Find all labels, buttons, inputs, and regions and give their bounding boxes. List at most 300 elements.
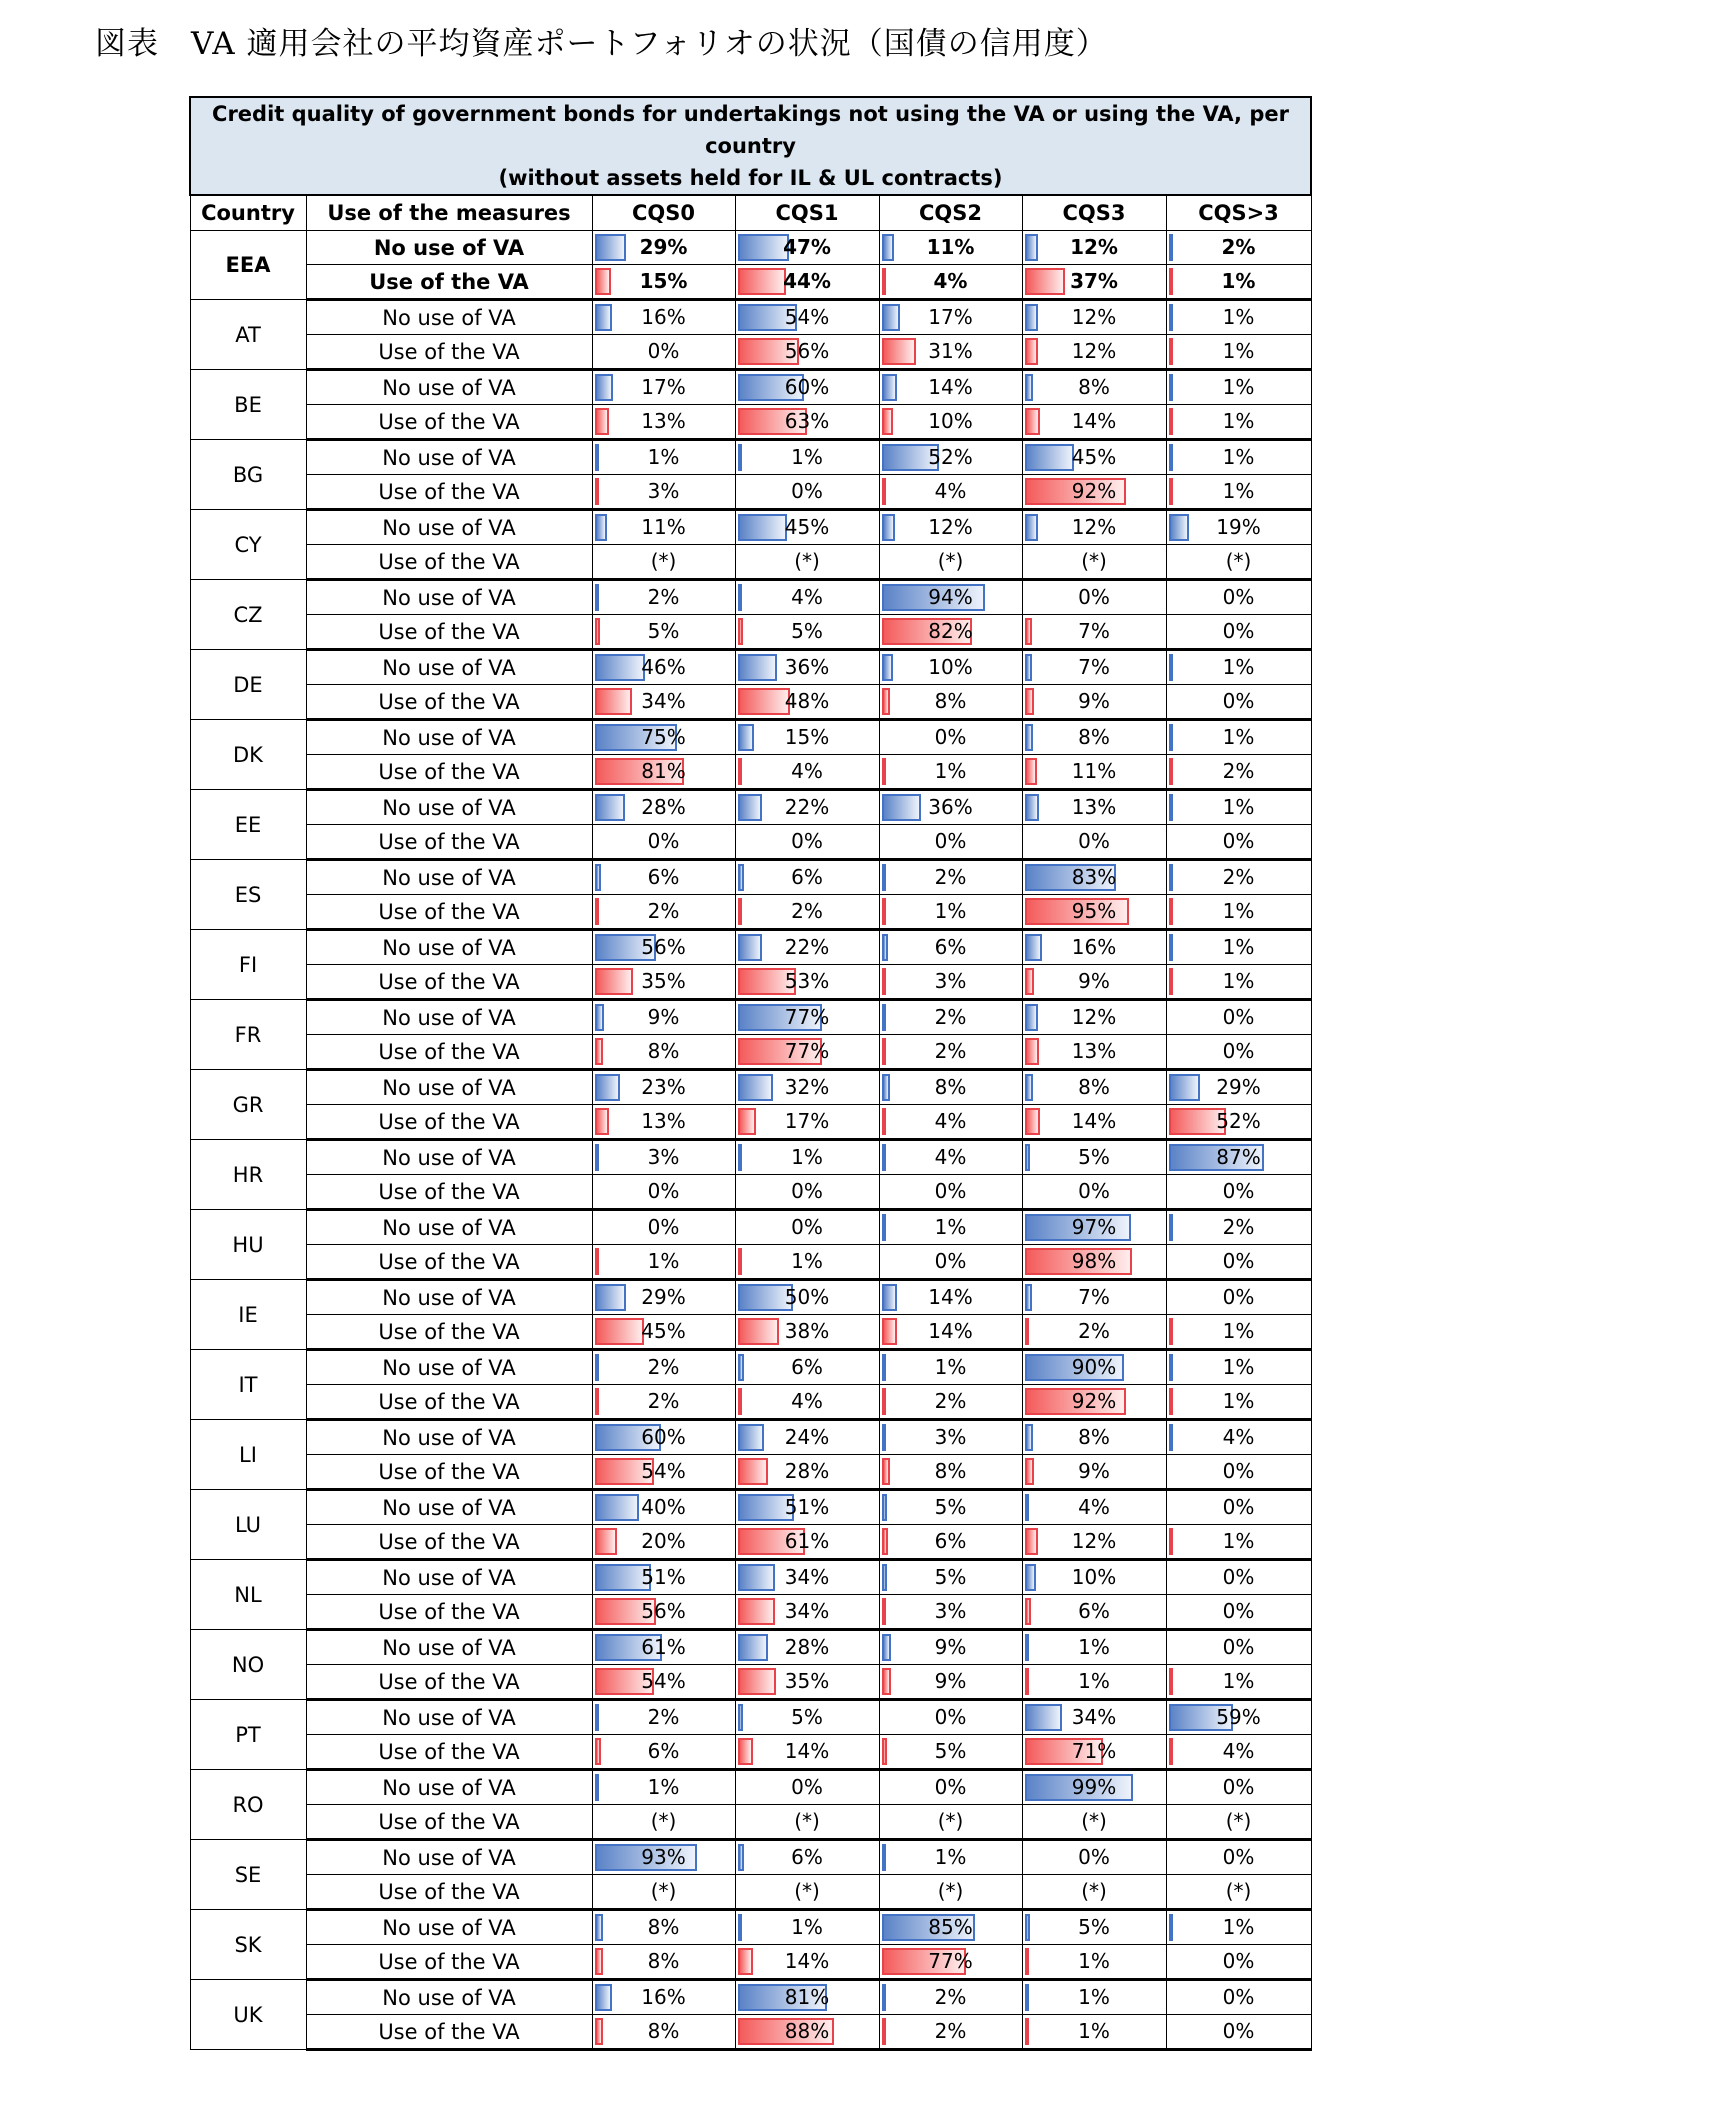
table-row xyxy=(190,335,1311,370)
value-label: 2% xyxy=(647,585,680,609)
value-cell xyxy=(592,930,735,965)
value-label: 37% xyxy=(1070,269,1118,293)
value-label: 2% xyxy=(647,1389,680,1413)
value-label: 77% xyxy=(928,1949,973,1973)
value-cell xyxy=(592,1315,735,1350)
value-label: 0% xyxy=(1222,1179,1255,1203)
value-cell xyxy=(1166,300,1311,335)
value-label: 44% xyxy=(783,269,831,293)
value-cell xyxy=(1166,895,1311,930)
value-cell xyxy=(879,1490,1022,1525)
table-row xyxy=(190,370,1311,405)
country-cell: GR xyxy=(190,1070,306,1140)
value-cell xyxy=(1166,1875,1311,1910)
value-label: 11% xyxy=(641,515,686,539)
value-cell xyxy=(1166,825,1311,860)
value-cell xyxy=(1022,475,1166,510)
caption-line-2: (without assets held for IL & UL contracts) xyxy=(498,166,1003,190)
value-cell xyxy=(1022,580,1166,615)
value-label: 29% xyxy=(641,1285,686,1309)
value-cell xyxy=(879,930,1022,965)
value-label: 1% xyxy=(1222,1915,1255,1939)
table-row xyxy=(190,1840,1311,1875)
table-caption xyxy=(190,97,1311,195)
value-cell xyxy=(1022,1910,1166,1945)
measure-cell: Use of the VA xyxy=(306,1035,592,1070)
value-label: (*) xyxy=(1225,1809,1252,1833)
value-cell xyxy=(1022,1385,1166,1420)
table-row xyxy=(190,1595,1311,1630)
value-label: 14% xyxy=(928,375,973,399)
value-label: 47% xyxy=(783,235,831,259)
value-cell xyxy=(1022,510,1166,545)
value-label: 10% xyxy=(928,409,973,433)
value-cell xyxy=(1166,1525,1311,1560)
value-label: 1% xyxy=(1222,1319,1255,1343)
value-cell xyxy=(1022,1945,1166,1980)
value-cell xyxy=(879,615,1022,650)
value-label: (*) xyxy=(650,1879,677,1903)
table-row xyxy=(190,1490,1311,1525)
table-row xyxy=(190,1315,1311,1350)
header-measures: Use of the measures xyxy=(306,195,592,231)
value-cell xyxy=(592,895,735,930)
table-row xyxy=(190,1070,1311,1105)
value-cell xyxy=(1022,1245,1166,1280)
value-cell xyxy=(1166,1315,1311,1350)
table-row xyxy=(190,1700,1311,1735)
value-cell xyxy=(735,265,879,300)
value-label: 17% xyxy=(641,375,686,399)
value-cell xyxy=(1022,265,1166,300)
credit-quality-table xyxy=(189,96,1310,2051)
country-cell: BE xyxy=(190,370,306,440)
value-cell xyxy=(592,1735,735,1770)
table-row xyxy=(190,1280,1311,1315)
value-cell xyxy=(1166,1105,1311,1140)
value-label: 9% xyxy=(934,1635,967,1659)
measure-cell: No use of VA xyxy=(306,1910,592,1945)
value-cell xyxy=(1166,1665,1311,1700)
country-cell: LI xyxy=(190,1420,306,1490)
value-label: 9% xyxy=(647,1005,680,1029)
value-cell xyxy=(735,1910,879,1945)
value-cell xyxy=(1166,1770,1311,1805)
value-label: 51% xyxy=(641,1565,686,1589)
value-label: 36% xyxy=(928,795,973,819)
table-row xyxy=(190,300,1311,335)
value-label: 94% xyxy=(928,585,973,609)
value-label: 32% xyxy=(784,1075,830,1099)
value-label: 0% xyxy=(934,1179,967,1203)
value-cell xyxy=(592,580,735,615)
value-label: 7% xyxy=(1078,1285,1110,1309)
value-cell xyxy=(1166,790,1311,825)
country-cell: IE xyxy=(190,1280,306,1350)
value-label: 1% xyxy=(1222,1669,1255,1693)
measure-cell: Use of the VA xyxy=(306,335,592,370)
value-cell xyxy=(735,1105,879,1140)
value-cell xyxy=(592,1770,735,1805)
value-label: 5% xyxy=(791,1705,823,1729)
value-cell xyxy=(1166,1070,1311,1105)
value-label: 56% xyxy=(641,1599,686,1623)
value-cell xyxy=(592,1560,735,1595)
country-cell: RO xyxy=(190,1770,306,1840)
value-cell xyxy=(1166,1595,1311,1630)
value-label: (*) xyxy=(794,1809,820,1833)
value-cell xyxy=(1166,755,1311,790)
value-label: 4% xyxy=(1078,1495,1110,1519)
value-cell xyxy=(1166,685,1311,720)
value-cell xyxy=(735,1420,879,1455)
value-cell xyxy=(1022,1315,1166,1350)
value-cell xyxy=(1166,1910,1311,1945)
value-cell xyxy=(735,1070,879,1105)
value-label: 6% xyxy=(791,865,823,889)
value-label: 0% xyxy=(1222,1949,1255,1973)
value-label: 1% xyxy=(1078,1635,1110,1659)
value-label: 1% xyxy=(934,1845,967,1869)
value-cell xyxy=(879,1280,1022,1315)
value-cell xyxy=(735,1560,879,1595)
table-row xyxy=(190,930,1311,965)
value-cell xyxy=(879,1735,1022,1770)
value-cell xyxy=(1022,1595,1166,1630)
value-cell xyxy=(879,895,1022,930)
value-label: 0% xyxy=(1222,1285,1255,1309)
value-cell xyxy=(735,755,879,790)
table-body xyxy=(190,231,1311,2050)
country-cell: HR xyxy=(190,1140,306,1210)
value-cell xyxy=(592,755,735,790)
value-label: 3% xyxy=(934,1599,967,1623)
value-label: 0% xyxy=(791,1775,823,1799)
value-cell xyxy=(1022,1840,1166,1875)
value-label: 82% xyxy=(928,619,973,643)
value-cell xyxy=(1166,1700,1311,1735)
value-cell xyxy=(735,1245,879,1280)
value-cell xyxy=(1022,1140,1166,1175)
value-cell xyxy=(879,1420,1022,1455)
value-cell xyxy=(735,1980,879,2015)
value-label: 8% xyxy=(1078,375,1110,399)
value-label: 14% xyxy=(1071,1109,1117,1133)
value-label: 14% xyxy=(784,1739,830,1763)
value-cell xyxy=(735,825,879,860)
country-cell: PT xyxy=(190,1700,306,1770)
header-country: Country xyxy=(190,195,306,231)
value-label: 29% xyxy=(639,235,688,259)
value-label: 81% xyxy=(641,759,686,783)
value-cell xyxy=(879,755,1022,790)
value-label: (*) xyxy=(937,1879,964,1903)
value-label: 0% xyxy=(647,1179,680,1203)
value-cell xyxy=(1166,615,1311,650)
value-label: 5% xyxy=(934,1739,967,1763)
value-label: 15% xyxy=(784,725,830,749)
country-cell: SK xyxy=(190,1910,306,1980)
value-cell xyxy=(1166,475,1311,510)
value-cell xyxy=(879,1175,1022,1210)
value-cell xyxy=(1022,1980,1166,2015)
value-cell xyxy=(735,615,879,650)
value-label: (*) xyxy=(937,549,964,573)
country-cell: DE xyxy=(190,650,306,720)
value-cell xyxy=(879,650,1022,685)
value-label: 35% xyxy=(784,1669,830,1693)
value-label: 0% xyxy=(647,339,680,363)
table-row xyxy=(190,1630,1311,1665)
value-cell xyxy=(735,1875,879,1910)
value-label: 12% xyxy=(1071,305,1117,329)
header-cqs2: CQS2 xyxy=(879,195,1022,231)
value-label: 1% xyxy=(934,899,967,923)
value-cell xyxy=(592,825,735,860)
value-label: 1% xyxy=(1222,725,1255,749)
value-label: (*) xyxy=(1225,1879,1252,1903)
value-label: 51% xyxy=(784,1495,830,1519)
measure-cell: No use of VA xyxy=(306,1140,592,1175)
table-row xyxy=(190,1525,1311,1560)
value-cell xyxy=(735,300,879,335)
value-cell xyxy=(879,510,1022,545)
value-cell xyxy=(879,1035,1022,1070)
value-cell xyxy=(879,1210,1022,1245)
measure-cell: Use of the VA xyxy=(306,1945,592,1980)
value-label: 12% xyxy=(1070,235,1118,259)
value-cell xyxy=(1022,300,1166,335)
value-cell xyxy=(735,580,879,615)
value-label: 34% xyxy=(784,1565,830,1589)
value-label: 2% xyxy=(934,1389,967,1413)
value-label: 5% xyxy=(1078,1915,1110,1939)
value-cell xyxy=(735,1945,879,1980)
value-label: 1% xyxy=(1078,1949,1110,1973)
value-label: 12% xyxy=(1071,1005,1117,1029)
value-label: 4% xyxy=(934,479,967,503)
table-row xyxy=(190,825,1311,860)
value-cell xyxy=(879,1700,1022,1735)
value-cell xyxy=(735,1035,879,1070)
measure-cell: No use of VA xyxy=(306,580,592,615)
value-label: 2% xyxy=(934,2019,967,2043)
value-label: 87% xyxy=(1216,1145,1261,1169)
value-cell xyxy=(592,1105,735,1140)
value-label: 13% xyxy=(1071,795,1117,819)
value-label: 11% xyxy=(1071,759,1117,783)
value-label: 1% xyxy=(1222,409,1255,433)
value-label: 38% xyxy=(784,1319,830,1343)
value-label: 1% xyxy=(1222,795,1255,819)
measure-cell: No use of VA xyxy=(306,650,592,685)
value-label: 0% xyxy=(1222,1495,1255,1519)
value-label: 0% xyxy=(1222,1775,1255,1799)
value-label: (*) xyxy=(794,549,820,573)
value-cell xyxy=(1022,860,1166,895)
value-label: 6% xyxy=(1078,1599,1110,1623)
value-label: 19% xyxy=(1216,515,1261,539)
measure-cell: Use of the VA xyxy=(306,1105,592,1140)
value-cell xyxy=(1022,790,1166,825)
measure-cell: Use of the VA xyxy=(306,615,592,650)
value-label: 3% xyxy=(934,969,967,993)
value-label: 16% xyxy=(1071,935,1117,959)
value-cell xyxy=(1022,650,1166,685)
value-label: 5% xyxy=(791,619,823,643)
value-label: 4% xyxy=(1222,1425,1255,1449)
value-cell xyxy=(592,475,735,510)
value-cell xyxy=(879,1245,1022,1280)
country-cell: CY xyxy=(190,510,306,580)
value-cell xyxy=(735,231,879,265)
measure-cell: Use of the VA xyxy=(306,1665,592,1700)
value-label: 16% xyxy=(641,305,686,329)
value-cell xyxy=(879,685,1022,720)
value-cell xyxy=(879,825,1022,860)
value-cell xyxy=(879,1665,1022,1700)
value-cell xyxy=(592,860,735,895)
measure-cell: Use of the VA xyxy=(306,755,592,790)
country-cell: CZ xyxy=(190,580,306,650)
value-cell xyxy=(1022,1525,1166,1560)
table-row xyxy=(190,1805,1311,1840)
header-cqs3: CQS3 xyxy=(1022,195,1166,231)
value-cell xyxy=(735,510,879,545)
value-cell xyxy=(1022,685,1166,720)
value-cell xyxy=(1022,720,1166,755)
table-row xyxy=(190,1770,1311,1805)
country-cell: LU xyxy=(190,1490,306,1560)
value-label: 83% xyxy=(1071,865,1117,889)
value-cell xyxy=(1166,1945,1311,1980)
value-cell xyxy=(592,1070,735,1105)
value-label: 5% xyxy=(647,619,680,643)
value-cell xyxy=(879,1000,1022,1035)
value-cell xyxy=(735,720,879,755)
value-label: 60% xyxy=(784,375,830,399)
value-cell xyxy=(879,475,1022,510)
value-label: 48% xyxy=(784,689,830,713)
value-label: (*) xyxy=(1081,1879,1107,1903)
table-row xyxy=(190,1735,1311,1770)
value-cell xyxy=(735,1385,879,1420)
value-cell xyxy=(1022,231,1166,265)
value-cell xyxy=(1022,1210,1166,1245)
value-cell xyxy=(1022,1420,1166,1455)
value-cell xyxy=(735,440,879,475)
value-label: 81% xyxy=(784,1985,830,2009)
value-label: 1% xyxy=(1222,1355,1255,1379)
value-cell xyxy=(735,1140,879,1175)
value-label: 52% xyxy=(928,445,973,469)
value-cell xyxy=(879,2015,1022,2050)
table-row xyxy=(190,895,1311,930)
value-cell xyxy=(879,370,1022,405)
value-label: 1% xyxy=(1222,1389,1255,1413)
value-label: 1% xyxy=(1222,655,1255,679)
value-cell xyxy=(1166,1560,1311,1595)
value-cell xyxy=(1166,1140,1311,1175)
value-label: 0% xyxy=(791,479,823,503)
country-cell: SE xyxy=(190,1840,306,1910)
value-cell xyxy=(592,650,735,685)
value-label: (*) xyxy=(650,1809,677,1833)
value-label: 29% xyxy=(1216,1075,1261,1099)
measure-cell: No use of VA xyxy=(306,720,592,755)
value-cell xyxy=(592,615,735,650)
value-label: 0% xyxy=(1078,585,1110,609)
value-label: 8% xyxy=(647,2019,680,2043)
value-label: 22% xyxy=(784,935,830,959)
value-label: 10% xyxy=(928,655,973,679)
country-cell: NL xyxy=(190,1560,306,1630)
value-label: (*) xyxy=(937,1809,964,1833)
value-label: 1% xyxy=(647,1249,680,1273)
value-label: 9% xyxy=(1078,969,1110,993)
value-cell xyxy=(735,1805,879,1840)
value-cell xyxy=(1166,720,1311,755)
value-cell xyxy=(592,335,735,370)
table-row xyxy=(190,1105,1311,1140)
value-cell xyxy=(879,440,1022,475)
table-row xyxy=(190,510,1311,545)
value-cell xyxy=(592,1000,735,1035)
value-cell xyxy=(879,1630,1022,1665)
table-row xyxy=(190,545,1311,580)
value-cell xyxy=(592,1805,735,1840)
measure-cell: No use of VA xyxy=(306,1490,592,1525)
value-label: 0% xyxy=(1222,829,1255,853)
value-cell xyxy=(592,1455,735,1490)
table-row xyxy=(190,1980,1311,2015)
value-cell xyxy=(735,790,879,825)
value-cell xyxy=(1022,1455,1166,1490)
value-cell xyxy=(735,1525,879,1560)
table-row xyxy=(190,231,1311,265)
value-label: 71% xyxy=(1071,1739,1117,1763)
value-label: 0% xyxy=(1222,1459,1255,1483)
value-cell xyxy=(1166,1210,1311,1245)
value-label: 1% xyxy=(791,1249,823,1273)
measure-cell: No use of VA xyxy=(306,1210,592,1245)
value-cell xyxy=(1166,1175,1311,1210)
value-label: 60% xyxy=(641,1425,686,1449)
value-label: 0% xyxy=(1222,1039,1255,1063)
value-label: 2% xyxy=(647,899,680,923)
value-label: 0% xyxy=(1222,585,1255,609)
value-label: 20% xyxy=(641,1529,686,1553)
value-cell xyxy=(1022,335,1166,370)
table-row xyxy=(190,265,1311,300)
measure-cell: No use of VA xyxy=(306,1280,592,1315)
value-cell xyxy=(735,545,879,580)
value-label: 92% xyxy=(1071,1389,1117,1413)
value-cell xyxy=(1166,580,1311,615)
value-cell xyxy=(1166,1000,1311,1035)
country-cell: ES xyxy=(190,860,306,930)
value-label: 5% xyxy=(1078,1145,1110,1169)
value-cell xyxy=(592,1595,735,1630)
table-row xyxy=(190,650,1311,685)
value-label: 88% xyxy=(784,2019,830,2043)
value-cell xyxy=(879,1350,1022,1385)
value-label: 2% xyxy=(647,1355,680,1379)
value-label: 0% xyxy=(1222,689,1255,713)
value-label: 90% xyxy=(1071,1355,1117,1379)
table-row xyxy=(190,1140,1311,1175)
value-label: 6% xyxy=(934,1529,967,1553)
